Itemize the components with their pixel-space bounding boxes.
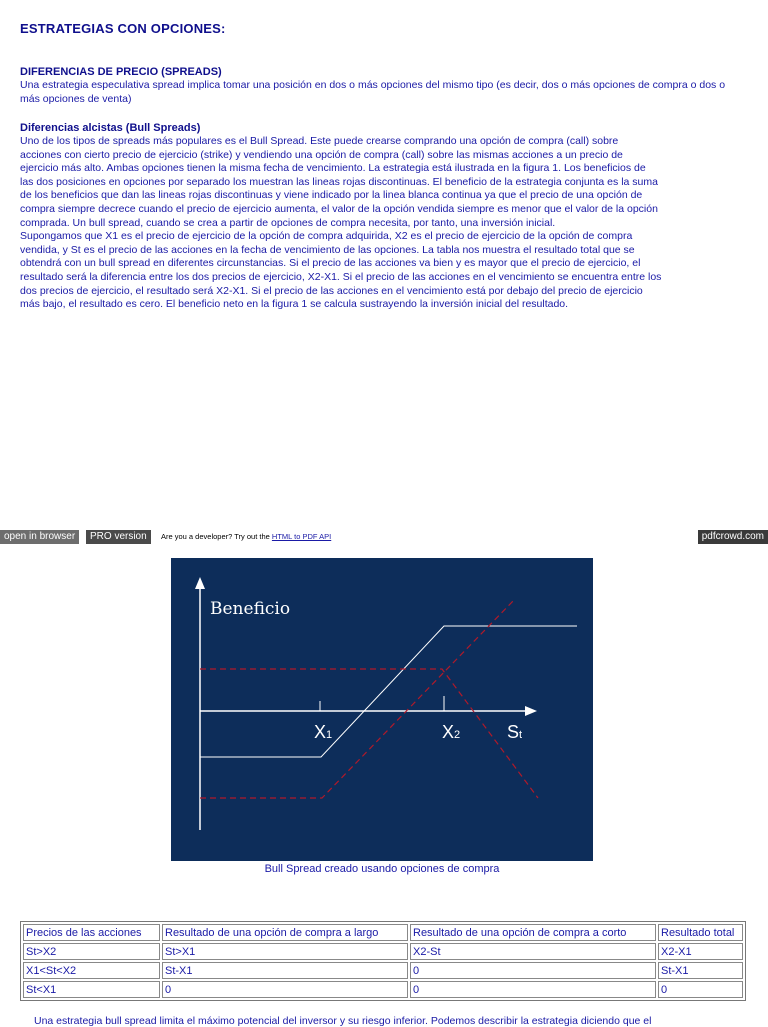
y-axis-label: Beneficio [210, 599, 291, 619]
paragraph-line: ejercicio más alto. Ambas opciones tienen la misma fecha de vencimiento. La estrategia está ilustrada en la figura 1. Los beneficios de [20, 162, 646, 175]
x1-label [314, 722, 332, 742]
paragraph-line: obtendrá con un bull spread en diferentes circunstancias. Si el precio de las acciones va bien y es mayor que el precio de ejercicio, el [20, 257, 641, 270]
paragraph-line: las dos posiciones en opciones por separado los muestran las lineas rojas discontinuas. El beneficio de la estrategia conjunta es la suma [20, 175, 658, 188]
developer-text: Are you a developer? Try out the [161, 532, 272, 541]
x-axis-arrow [525, 706, 537, 716]
paragraph-line: vendida, y St es el precio de las acciones en la fecha de vencimiento de las opciones. La tabla nos muestra el resultado total que se [20, 243, 635, 256]
table-cell: St-X1 [658, 962, 743, 979]
continuation-paragraph: Una estrategia bull spread limita el máximo potencial del inversor y su riesgo inferior. Podemos describir la estrategia diciendo que el [34, 1015, 652, 1027]
short-call-payoff-line [200, 669, 538, 798]
paragraph-line: comprada. Un bull spread, cuando se crea a partir de opciones de compra necesita, por tanto, una inversión inicial. [20, 216, 556, 229]
spreads-heading: DIFERENCIAS DE PRECIO (SPREADS) [20, 66, 222, 78]
pdfcrowd-link[interactable]: pdfcrowd.com [698, 530, 768, 544]
x1-label-subscript: 1 [326, 729, 333, 741]
table-cell: St>X2 [23, 943, 160, 960]
table-cell: X2-X1 [658, 943, 743, 960]
paragraph-line: dos precios de ejercicio, el resultado será X2-X1. Si el precio de las acciones en el vencimiento está por debajo del precio de ejercicio [20, 284, 643, 297]
table-cell: St>X1 [162, 943, 408, 960]
st-label-subscript: t [519, 729, 523, 741]
paragraph-line: resultado será la diferencia entre los dos precios de ejercicio, X2-X1. Si el precio de las acciones en el vencimiento se encuentra entre los [20, 270, 662, 283]
st-label [507, 722, 522, 742]
results-table [20, 921, 746, 1001]
long-call-payoff-line [200, 599, 515, 798]
pro-version-button[interactable]: PRO version [86, 530, 151, 544]
x2-label [442, 722, 460, 742]
table-header-cell: Resultado de una opción de compra a corto [410, 924, 656, 941]
bull-spreads-paragraph [20, 135, 748, 312]
table-row [23, 962, 743, 979]
paragraph-line: de los beneficios que dan las lineas rojas discontinuas y viene indicado por la linea blanca continua ya que el precio de una opción de [20, 189, 643, 202]
paragraph-line: acciones con cierto precio de ejercicio (strike) y vendiendo una opción de compra (call) sobre las mismas acciones a un precio de [20, 148, 623, 161]
table-header-row [23, 924, 743, 941]
paragraph-line: Supongamos que X1 es el precio de ejercicio de la opción de compra adquirida, X2 es el precio de ejercicio de la opción de compra [20, 230, 633, 243]
pdfcrowd-bar [0, 530, 768, 544]
st-label-text: S [507, 722, 520, 742]
html-to-pdf-api-link[interactable]: HTML to PDF API [271, 532, 332, 541]
bull-spread-diagram [171, 558, 593, 861]
figure-caption: Bull Spread creado usando opciones de compra [264, 863, 500, 875]
paragraph-line: compra siempre decrece cuando el precio de ejercicio aumenta, el valor de la opción vendida siempre es menor que el valor de la opción [20, 202, 658, 215]
y-axis-arrow [195, 577, 205, 589]
table-cell: 0 [410, 981, 656, 998]
bull-spread-figure [171, 558, 593, 861]
table-cell: 0 [658, 981, 743, 998]
table-header-cell: Resultado total [658, 924, 743, 941]
table-row [23, 943, 743, 960]
x1-label-text: X [314, 722, 327, 742]
paragraph-line: más bajo, el resultado es cero. El beneficio neto en la figura 1 se calcula sustrayendo la inversión inicial del resultado. [20, 298, 569, 311]
table-cell: St<X1 [23, 981, 160, 998]
table-header-cell: Resultado de una opción de compra a largo [162, 924, 408, 941]
spreads-paragraph: Una estrategia especulativa spread implica tomar una posición en dos o más opciones del mismo tipo (es decir, dos o más opciones de compra o dos o más opciones de venta) [20, 79, 726, 105]
table-header-cell: Precios de las acciones [23, 924, 160, 941]
open-in-browser-button[interactable]: open in browser [0, 530, 79, 544]
paragraph-line: Uno de los tipos de spreads más populares es el Bull Spread. Este puede crearse comprando una opción de compra (call) sobre [20, 135, 619, 147]
table-cell: 0 [162, 981, 408, 998]
table-cell: X1<St<X2 [23, 962, 160, 979]
table-cell: X2-St [410, 943, 656, 960]
x2-label-text: X [442, 722, 455, 742]
x2-label-subscript: 2 [454, 729, 461, 741]
table-cell: St-X1 [162, 962, 408, 979]
table-cell: 0 [410, 962, 656, 979]
table-row [23, 981, 743, 998]
bull-spreads-heading: Diferencias alcistas (Bull Spreads) [20, 122, 201, 134]
page-title: ESTRATEGIAS CON OPCIONES: [20, 21, 226, 36]
developer-notice [161, 530, 331, 544]
